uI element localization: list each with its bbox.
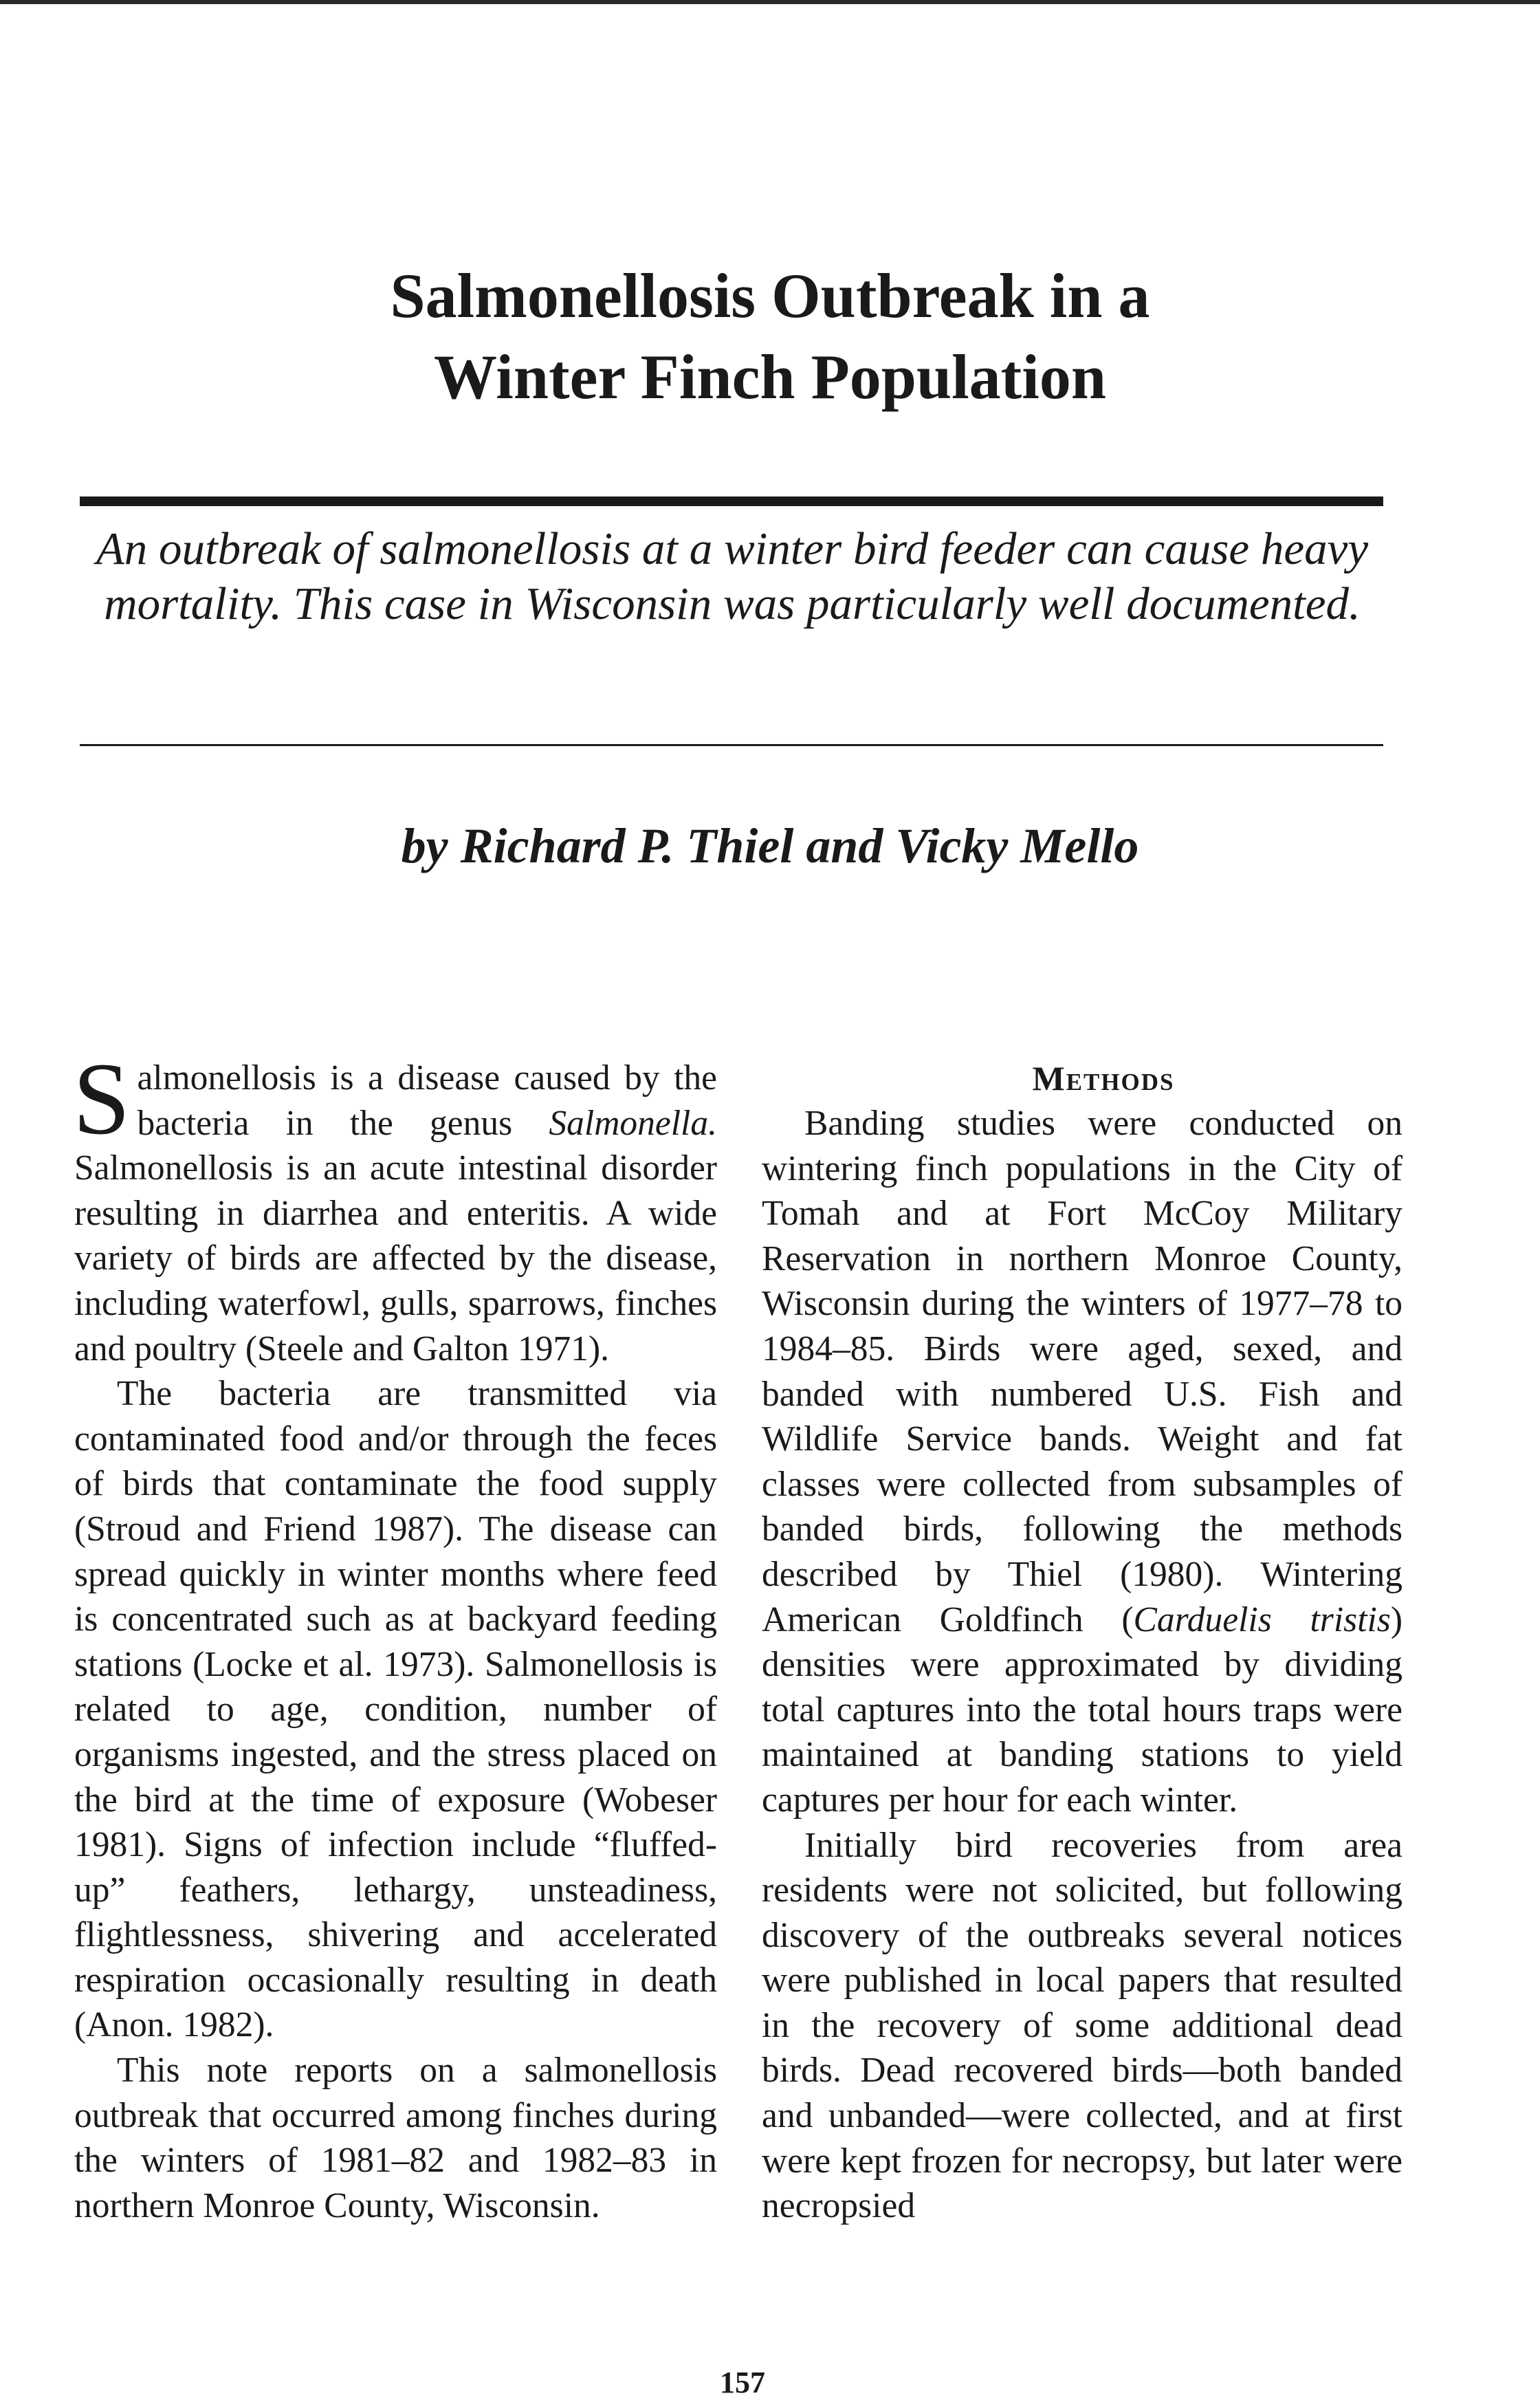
methods-p1-text-b: ) densities were approximated by dividing total captures into the total hours traps were maintained at banding stations to yield captures per hour for each winter.	[762, 1600, 1403, 1820]
page-number: 157	[720, 2366, 765, 2399]
article-title-line-2: Winter Finch Population	[433, 342, 1107, 412]
methods-heading: Methods	[1032, 1059, 1175, 1098]
intro-paragraph-1	[73, 1042, 717, 1371]
drop-cap: S	[73, 1042, 131, 1156]
article-deck: An outbreak of salmonellosis at a winter bird feeder can cause heavy mortality. This case in Wisconsin was particularly well documented.	[96, 523, 1369, 629]
intro-paragraph-2: The bacteria are transmitted via contaminated food and/or through the feces of birds that contaminate the food supply (Stroud and Friend 1987). The disease can spread quickly in winter months where feed is concentrated such as at backyard feeding stations (Locke et al. 1973). Salmonellosis is related to age, condition, number of organisms ingested, and the stress placed on the bird at the time of exposure (Wobeser 1981). Signs of infection include “fluffed-up” feathers, lethargy, unsteadiness, flightlessness, shivering and accelerated respiration occasionally resulting in death (Anon. 1982).	[74, 1374, 717, 2045]
intro-p1-text-b: Salmonellosis is an acute intestinal disorder resulting in diarrhea and enteritis. A wide variety of birds are affected by the disease, including waterfowl, gulls, sparrows, finches and poultry (Steele and Galton 1971).	[74, 1148, 717, 1368]
methods-p1-text-a: Banding studies were conducted on wintering finch populations in the City of Tomah and at Fort McCoy Military Reservation in northern Monroe County, Wisconsin during the winters of 1977–78 to 1984–85. Birds were aged, sexed, and banded with numbered U.S. Fish and Wildlife Service bands. Weight and fat classes were collected from subsamples of banded birds, following the methods described by Thiel (1980). Wintering American Goldfinch (	[762, 1104, 1402, 1639]
methods-paragraph-2: Initially bird recoveries from area residents were not solicited, but following discovery of the outbreaks several notices were published in local papers that resulted in the recovery of some additional dead birds. Dead recovered birds—both banded and unbanded—were collected, and at first were kept frozen for necropsy, but later were necropsied	[762, 1825, 1402, 2226]
page-top-edge	[0, 0, 1540, 4]
article-title-line-1: Salmonellosis Outbreak in a	[390, 261, 1150, 331]
left-column	[73, 1042, 717, 2228]
right-column	[762, 1056, 1402, 2229]
intro-p1-text-a: almonellosis is a disease caused by the bacteria in the genus	[137, 1058, 717, 1143]
thick-rule	[80, 497, 1383, 506]
intro-paragraph-3: This note reports on a salmonellosis outbreak that occurred among finches during the winters of 1981–82 and 1982–83 in northern Monroe County, Wisconsin.	[74, 2051, 717, 2225]
byline: by Richard P. Thiel and Vicky Mello	[401, 818, 1139, 873]
genus-salmonella: Salmonella.	[549, 1103, 717, 1143]
thin-rule	[80, 744, 1383, 746]
species-name: Carduelis tristis	[1133, 1600, 1391, 1639]
methods-paragraph-1	[762, 1101, 1402, 1823]
